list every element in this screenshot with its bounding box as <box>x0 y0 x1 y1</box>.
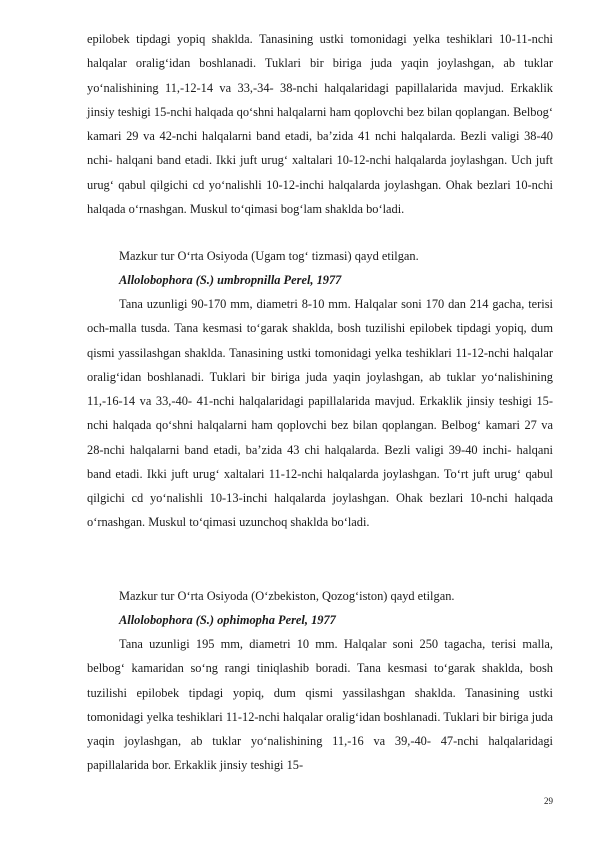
species-heading-ophimopha: Allolobophora (S.) ophimopha Perel, 1977 <box>119 613 336 627</box>
paragraph-2-distribution: Mazkur tur O‘rta Osiyoda (Ugam tog‘ tizmasi) qayd etilgan. <box>119 249 419 263</box>
paragraph-3: Tana uzunligi 90-170 mm, diametri 8-10 mm. Halqalar soni 170 dan 214 gacha, terisi och-malla tusda. Tana kesmasi to‘garak shaklda, bosh tuzilishi epilobek tipdagi yopiq, dum qismi yassilashgan shaklda. Tanasining ustki tomonidagi yelka teshiklari 11-12-nchi halqalar oralig‘idan boshlanadi. Tuklari bir biriga juda yaqin joylashgan, ab tuklar yo‘nalishining 11,-16-14 va 33,-40- 41-nchi halqalaridagi papillalarida mavjud. Erkaklik jinsiy teshigi 15-nchi halqada qo‘shni halqalarni ham qoplovchi bez bilan qoplangan. Belbog‘ kamari 27 va 28-nchi halqalarni band etadi, ba’zida 43 chi halqalarda. Bezli valigi 39-40 inchi- halqani band etadi. Ikki juft urug‘ xaltalari 11-12-nchi halqalarda joylashgan. To‘rt juft urug‘ qabul qilgichi cd yo‘nalishli 10-13-inchi halqalarda joylashgan. Ohak bezlari 10-nchi halqada o‘rnashgan. Muskul to‘qimasi uzunchoq shaklda bo‘ladi. <box>87 297 553 530</box>
paragraph-1: epilobek tipdagi yopiq shaklda. Tanasining ustki tomonidagi yelka teshiklari 10-11-nchi halqalar oralig‘idan boshlanadi. Tuklari bir biriga juda yaqin joylashgan, ab tuklar yo‘nalishining 11,-12-14 va 33,-34- 38-nchi halqalaridagi papillalarida mavjud. Erkaklik jinsiy teshigi 15-nchi halqada qo‘shni halqalarni ham qoplovchi bez bilan qoplangan. Belbog‘ kamari 29 va 42-nchi halqalarni band etadi, ba’zida 41 nchi halqalarda. Bezli valigi 38-40 nchi- halqani band etadi. Ikki juft urug‘ xaltalari 10-12-nchi halqalarda joylashgan. Uch juft urug‘ qabul qilgichi cd yo‘nalishli 10-12-inchi halqalarda joylashgan. Ohak bezlari 10-nchi halqada o‘rnashgan. Muskul to‘qimasi bog‘lam shaklda bo‘ladi. <box>87 32 553 216</box>
species-heading-umbropnilla: Allolobophora (S.) umbropnilla Perel, 1977 <box>119 273 342 287</box>
page-number: 29 <box>544 796 553 806</box>
paragraph-4-distribution: Mazkur tur O‘rta Osiyoda (O‘zbekiston, Qozog‘iston) qayd etilgan. <box>119 589 455 603</box>
paragraph-5: Tana uzunligi 195 mm, diametri 10 mm. Halqalar soni 250 tagacha, terisi malla, belbog‘ kamaridan so‘ng rangi tiniqlashib boradi. Tana kesmasi to‘garak shaklda, bosh tuzilishi epilobek tipdagi yopiq, dum qismi yassilashgan shaklda. Tanasining ustki tomonidagi yelka teshiklari 11-12-nchi halqalar oralig‘idan boshlanadi. Tuklari bir biriga juda yaqin joylashgan, ab tuklar yo‘nalishining 11,-16 va 39,-40- 47-nchi halqalaridagi papillalarida bor. Erkaklik jinsiy teshigi 15- <box>87 637 553 773</box>
